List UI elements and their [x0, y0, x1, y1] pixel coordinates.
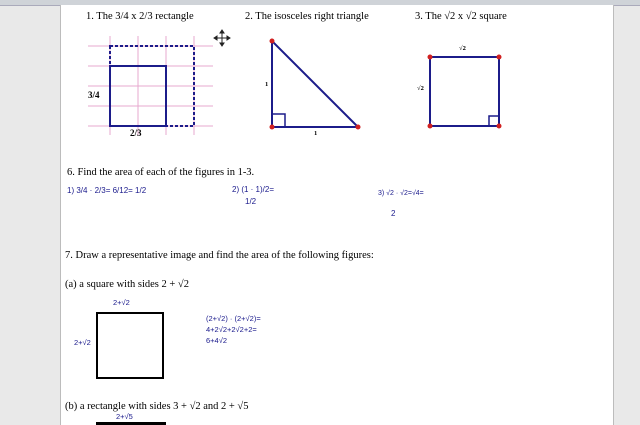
q7a-work-line2: 4+2√2+2√2+2= — [206, 325, 257, 334]
q7a-square — [96, 312, 164, 379]
fig2-leg-vertical: 1 — [265, 81, 269, 88]
heading-fig2: 2. The isosceles right triangle — [245, 11, 369, 22]
q7a-work-line3: 6+4√2 — [206, 336, 228, 345]
q7a-top-label: 2+√2 — [113, 298, 130, 307]
fig1-side-label: 3/4 — [88, 90, 100, 100]
fig1-bottom-label: 2/3 — [130, 128, 142, 138]
fig3-side-label: √2 — [417, 85, 424, 92]
answer-6-1: 1) 3/4 · 2/3= 6/12= 1/2 — [67, 186, 147, 195]
q7b-top-label: 2+√5 — [116, 412, 133, 421]
answer-6-2-line2: 1/2 — [245, 197, 257, 206]
answer-6-2-line1: 2) (1 · 1)/2= — [232, 185, 275, 194]
heading-fig3: 3. The √2 x √2 square — [415, 11, 507, 22]
answer-6-3-line2: 2 — [391, 209, 396, 218]
question-7a: (a) a square with sides 2 + √2 — [65, 279, 189, 290]
question-7: 7. Draw a representative image and find the area of the following figures: — [65, 250, 374, 261]
q7a-work-line1: (2+√2) · (2+√2)= — [206, 314, 261, 323]
question-7b: (b) a rectangle with sides 3 + √2 and 2 + √5 — [65, 401, 249, 412]
heading-fig1: 1. The 3/4 x 2/3 rectangle — [86, 11, 194, 22]
answer-6-3-line1: 3) √2 · √2=√4= — [378, 190, 424, 197]
fig2-leg-horizontal: 1 — [314, 130, 318, 137]
q7a-side-label: 2+√2 — [74, 338, 91, 347]
fig3-top-label: √2 — [459, 45, 466, 52]
question-6: 6. Find the area of each of the figures in 1-3. — [67, 167, 255, 178]
